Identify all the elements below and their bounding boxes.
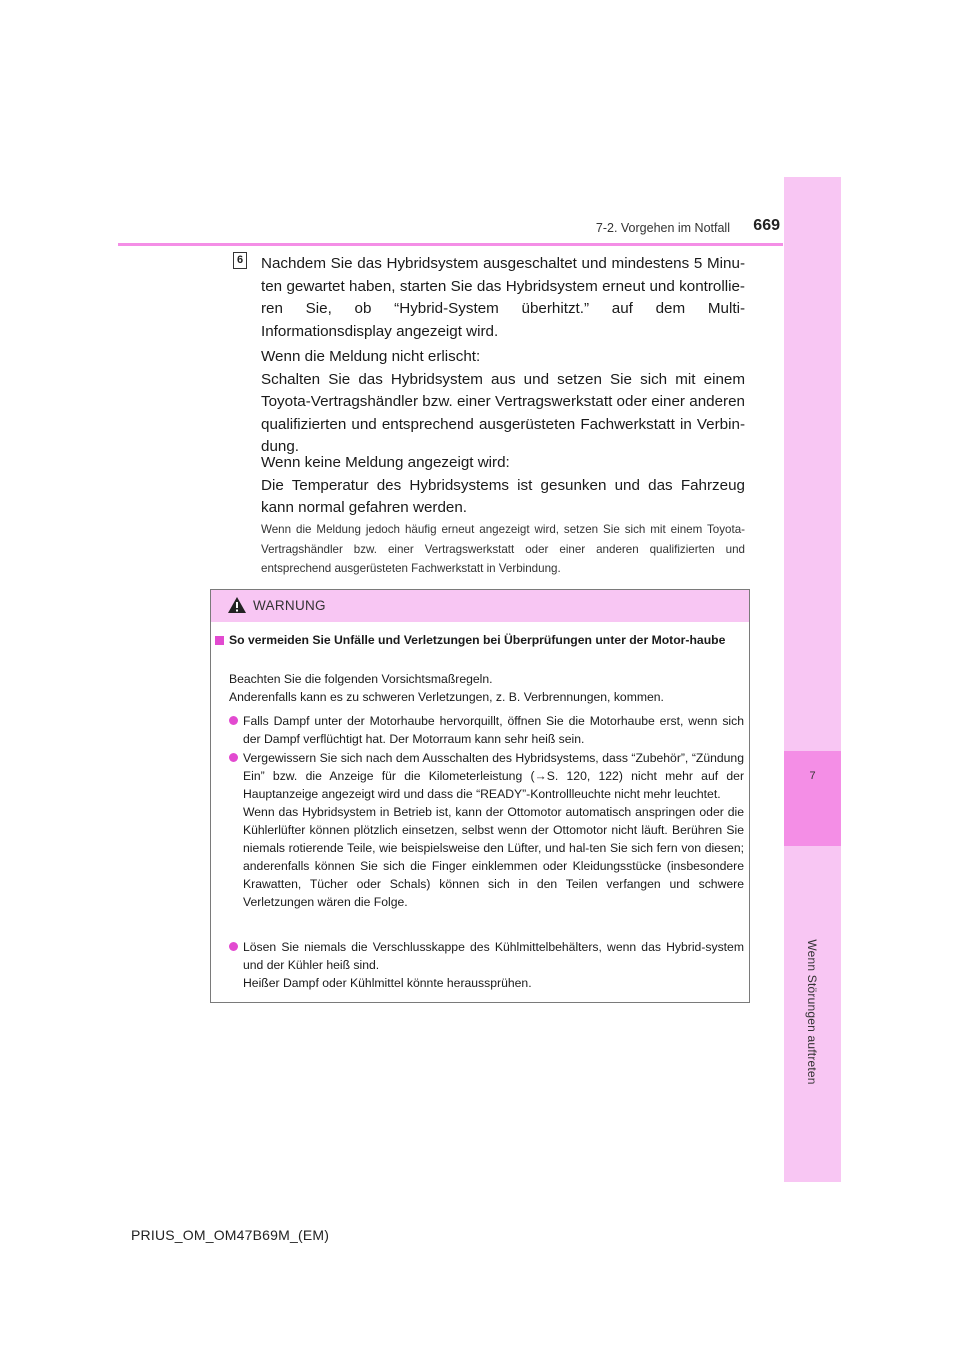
warning-bullet-3 bbox=[229, 938, 744, 992]
bullet-text-part: Wenn das Hybridsystem in Betrieb ist, kann der Ottomotor automatisch anspringen oder die Kühlerlüfter können plötzlich einsetzen, selbst wenn der Ottomotor nicht läuft. Berühren Sie niemals rotierende Teile, wie beispielsweise den Lüfter, und hal-ten Sie sich fern von diesen; anderenfalls können Sie sich die Finger einklemmen oder Kleidungsstücke (insbesondere Krawatten, Tücher oder Schals) können sich in den Teilen verfangen und schwere Verletzungen wären die Folge. bbox=[243, 805, 744, 909]
step-paragraph-3 bbox=[261, 452, 745, 520]
step-text: Nachdem Sie das Hybridsystem ausgeschaltet und mindestens 5 Minu-ten gewartet haben, starten Sie das Hybridsystem erneut und kontrollie-ren Sie, ob “Hybrid-System überhitzt.” auf dem Multi-Informationsdisplay angezeigt wird. bbox=[261, 255, 745, 340]
intro-line: Beachten Sie die folgenden Vorsichtsmaßregeln. bbox=[229, 672, 493, 686]
step-note: Wenn die Meldung jedoch häufig erneut angezeigt wird, setzen Sie sich mit einem Toyota-Vertragshändler bzw. einer Vertragswerkstatt oder einer anderen qualifizierten und entsprechend ausgerüsteten Fachwerkstatt in Verbindung. bbox=[261, 523, 745, 575]
bullet-text: Falls Dampf unter der Motorhaube hervorquillt, öffnen Sie die Motorhaube erst, wenn sich der Dampf verflüchtigt hat. Der Motorraum kann sehr heiß sein. bbox=[243, 714, 744, 746]
step-paragraph-1 bbox=[261, 253, 745, 343]
bullet-text-part: Lösen Sie niemals die Verschlusskappe des Kühlmittelbehälters, wenn das Hybrid-system und der Kühler heiß sind. bbox=[243, 940, 744, 972]
document-id: PRIUS_OM_OM47B69M_(EM) bbox=[131, 1227, 330, 1243]
step-paragraph-2 bbox=[261, 346, 745, 459]
condition-heading: Wenn keine Meldung angezeigt wird: bbox=[261, 454, 510, 471]
warning-heading bbox=[215, 631, 743, 649]
round-bullet-icon bbox=[229, 753, 238, 762]
bullet-text-part: Heißer Dampf oder Kühlmittel könnte heraussprühen. bbox=[243, 976, 532, 990]
warning-bullet-2 bbox=[229, 749, 744, 911]
intro-line: Anderenfalls kann es zu schweren Verletzungen, z. B. Verbrennungen, kommen. bbox=[229, 690, 664, 704]
condition-text: Schalten Sie das Hybridsystem aus und setzen Sie sich mit einem Toyota-Vertragshändler bzw. einer Vertragswerkstatt oder einer anderen qualifizierten und entsprechend ausgerüsteten Fachwerkstatt in Verbin-dung. bbox=[261, 370, 745, 455]
warning-triangle-icon bbox=[227, 596, 247, 614]
chapter-title: Wenn Störungen auftreten bbox=[805, 939, 819, 1085]
square-bullet-icon bbox=[215, 636, 224, 645]
round-bullet-icon bbox=[229, 942, 238, 951]
condition-heading: Wenn die Meldung nicht erlischt: bbox=[261, 348, 481, 365]
section-title: 7-2. Vorgehen im Notfall bbox=[595, 221, 730, 235]
warning-intro bbox=[229, 670, 744, 706]
header-rule bbox=[118, 243, 783, 246]
warning-bullet-1 bbox=[229, 712, 744, 748]
round-bullet-icon bbox=[229, 716, 238, 725]
condition-text: Die Temperatur des Hybridsystems ist gesunken und das Fahrzeug kann normal gefahren werden. bbox=[261, 476, 745, 516]
step-number-badge: 6 bbox=[233, 252, 247, 269]
bullet-text bbox=[243, 749, 744, 911]
bullet-text bbox=[243, 938, 744, 992]
page-number: 669 bbox=[753, 217, 780, 234]
warning-heading-text: So vermeiden Sie Unfälle und Verletzungen bei Überprüfungen unter der Motor-haube bbox=[229, 633, 726, 647]
chapter-tab-highlight bbox=[784, 751, 841, 846]
chapter-number: 7 bbox=[809, 770, 816, 782]
bullet-text-part: Vergewissern Sie sich nach dem Ausschalten des Hybridsystems, dass “Zubehör”, “Zündung Ein” bzw. die Anzeige für die Kilometerleistung (→S. 120, 122) nicht mehr auf der Hauptanzeige angezeigt wird und dass die “READY”-Kontrollleuchte nicht mehr leuchtet. bbox=[243, 751, 744, 801]
warning-title: WARNUNG bbox=[253, 598, 326, 613]
